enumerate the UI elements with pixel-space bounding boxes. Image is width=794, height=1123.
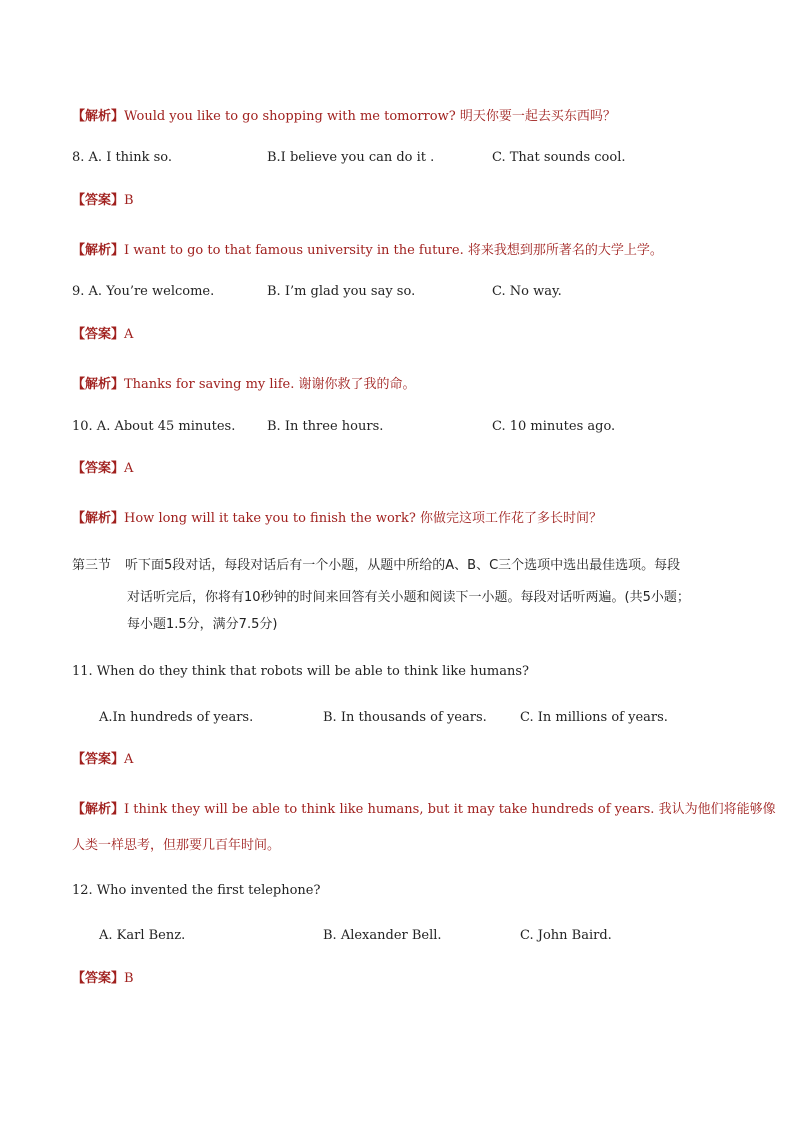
option-c: C. That sounds cool. [492,150,626,165]
analysis-line [72,801,776,819]
section-label: 第三节 [72,558,112,573]
answer-text: B [124,971,134,986]
answer-line [72,326,133,344]
analysis-tag: 【解析】 [72,511,125,526]
analysis-text: I want to go to that famous university in the future. 将来我想到那所著名的大学上学。 [124,243,663,258]
option-a: A.In hundreds of years. [99,710,254,725]
question-12-stem: 12. Who invented the first telephone? [72,883,321,898]
analysis-continuation: 人类一样思考，但那要几百年时间。 [72,838,281,853]
answer-tag: 【答案】 [72,461,125,476]
answer-tag: 【答案】 [72,193,125,208]
section-instructions-line3: 每小题1.5分，满分7.5分) [127,617,278,632]
answer-line [72,460,133,478]
analysis-line [72,510,602,528]
analysis-line [72,376,416,394]
answer-tag: 【答案】 [72,327,125,342]
option-b: B. In thousands of years. [323,710,487,725]
option-a: 10. A. About 45 minutes. [72,419,236,434]
option-c: C. John Baird. [520,928,612,943]
option-c: C. In millions of years. [520,710,668,725]
option-a: 8. A. I think so. [72,150,172,165]
analysis-tag: 【解析】 [72,109,125,124]
analysis-line [72,108,616,126]
analysis-text: Thanks for saving my life. 谢谢你救了我的命。 [124,377,416,392]
answer-line [72,970,134,988]
question-9-options [72,283,722,301]
option-a: 9. A. You’re welcome. [72,284,215,299]
option-b: B. I’m glad you say so. [267,284,416,299]
section-instructions-line2: 对话听完后，你将有10秒钟的时间来回答有关小题和阅读下一小题。每段对话听两遍。(共5小题； [127,590,690,605]
answer-tag: 【答案】 [72,752,125,767]
analysis-tag: 【解析】 [72,377,125,392]
analysis-text: I think they will be able to think like humans, but it may take hundreds of years. 我认为他们将能够像 [124,802,776,817]
option-c: C. No way. [492,284,562,299]
option-c: C. 10 minutes ago. [492,419,616,434]
option-b: B.I believe you can do it . [267,150,435,165]
question-11-options [99,709,699,727]
analysis-line [72,242,663,260]
answer-text: B [124,193,134,208]
question-8-options [72,149,722,167]
analysis-tag: 【解析】 [72,243,125,258]
answer-text: A [124,327,134,342]
option-b: B. Alexander Bell. [323,928,442,943]
analysis-text: Would you like to go shopping with me tomorrow? 明天你要一起去买东西吗？ [124,109,616,124]
answer-line [72,751,133,769]
answer-text: A [124,752,134,767]
option-b: B. In three hours. [267,419,384,434]
answer-line [72,192,134,210]
answer-text: A [124,461,134,476]
analysis-tag: 【解析】 [72,802,125,817]
analysis-text: How long will it take you to finish the work? 你做完这项工作花了多长时间？ [124,511,602,526]
answer-tag: 【答案】 [72,971,125,986]
option-a: A. Karl Benz. [99,928,186,943]
section-instructions-line1: 听下面5段对话，每段对话后有一个小题，从题中所给的A、B、C三个选项中选出最佳选项。每段 [125,558,681,573]
question-12-options [99,927,699,945]
section-3-heading [72,557,680,575]
question-11-stem: 11. When do they think that robots will be able to think like humans? [72,664,529,679]
question-10-options [72,418,722,436]
